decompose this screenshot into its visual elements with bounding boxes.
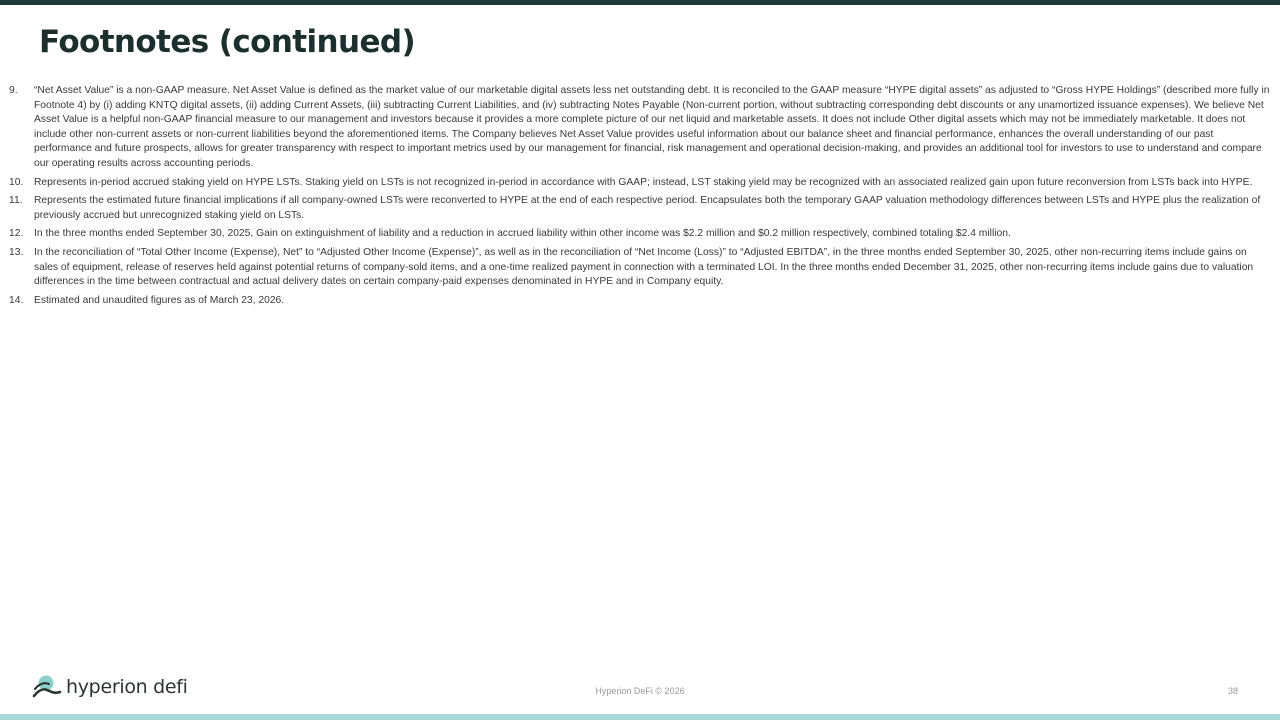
footnote-item (9, 194, 1271, 223)
footer-copyright: Hyperion DeFi © 2026 (595, 686, 685, 696)
footnote-item (9, 84, 1271, 172)
footnote-text: In the three months ended September 30, 2025, Gain on extinguishment of liability and a reduction in accrued liability within other income was $2.2 million and $0.2 million respectively, combined totaling $2.4 million. (34, 228, 1011, 240)
top-accent-bar (0, 0, 1280, 5)
footnote-item (9, 227, 1271, 242)
footnote-number: 14. (9, 294, 24, 306)
footnote-item (9, 294, 1271, 309)
page-title: Footnotes (continued) (39, 24, 416, 60)
footnote-text: Estimated and unaudited figures as of March 23, 2026. (34, 294, 285, 306)
bottom-accent-bar (0, 714, 1280, 720)
footnote-text: Represents the estimated future financial implications if all company-owned LSTs were reconverted to HYPE at the end of each respective period. Encapsulates both the temporary GAAP valuation methodology differences between LSTs and HYPE plus the realization of previously accrued but unrecognized staking yield on LSTs. (34, 195, 1261, 221)
footnote-text: Represents in-period accrued staking yield on HYPE LSTs. Staking yield on LSTs is not recognized in-period in accordance with GAAP; instead, LST staking yield may be recognized with an associated realized gain upon future reconversion from LSTs back into HYPE. (34, 176, 1253, 188)
footnote-item (9, 246, 1271, 290)
footnote-text: “Net Asset Value” is a non-GAAP measure. Net Asset Value is defined as the market value of our marketable digital assets less net outstanding debt. It is reconciled to the GAAP measure “HYPE digital assets” as adjusted to “Gross HYPE Holdings” (described more fully in Footnote 4) by (i) adding KNTQ digital assets, (ii) adding Current Assets, (iii) subtracting Current Liabilities, and (iv) subtracting Notes Payable (Non-current portion, without subtracting corresponding debt discounts or any unamortized issuance expenses). We believe Net Asset Value is a helpful non-GAAP financial measure to our management and investors because it provides a more complete picture of our net liquid and marketable assets. It does not include Other digital assets which may not be immediately marketable. It does not include other non-current assets or non-current liabilities beyond the aforementioned items. The Company believes Net Asset Value provides useful information about our balance sheet and financial performance, enhances the overall understanding of our past performance and future prospects, allows for greater transparency with respect to important metrics used by our management for financial, risk management and operational decision-making, and provides an additional tool for investors to use to understand and compare our operating results across accounting periods. (34, 85, 1270, 169)
footnote-number: 9. (9, 85, 18, 96)
footnote-number: 10. (9, 176, 24, 188)
page-number: 38 (1227, 686, 1238, 696)
logo-wordmark: hyperion defi (66, 676, 188, 698)
footnote-text: In the reconciliation of “Total Other Income (Expense), Net” to “Adjusted Other Income (Expense)”, as well as in the reconciliation of “Net Income (Loss)” to “Adjusted EBITDA”, in the three months ended September 30, 2025, other non-recurring items include gains on sales of equipment, release of reserves held against potential returns of company-sold items, and a one-time realized payment in connection with a terminated LOI. In the three months ended December 31, 2025, other non-recurring items include gains due to valuation differences in the time between contractual and actual delivery dates on certain company-paid expenses denominated in HYPE and in Company equity. (34, 246, 1254, 288)
footnote-number: 11. (9, 195, 23, 207)
footnote-number: 12. (9, 228, 24, 240)
footnote-item (9, 176, 1271, 191)
footnote-list (9, 84, 1271, 312)
footnote-number: 13. (9, 246, 24, 258)
